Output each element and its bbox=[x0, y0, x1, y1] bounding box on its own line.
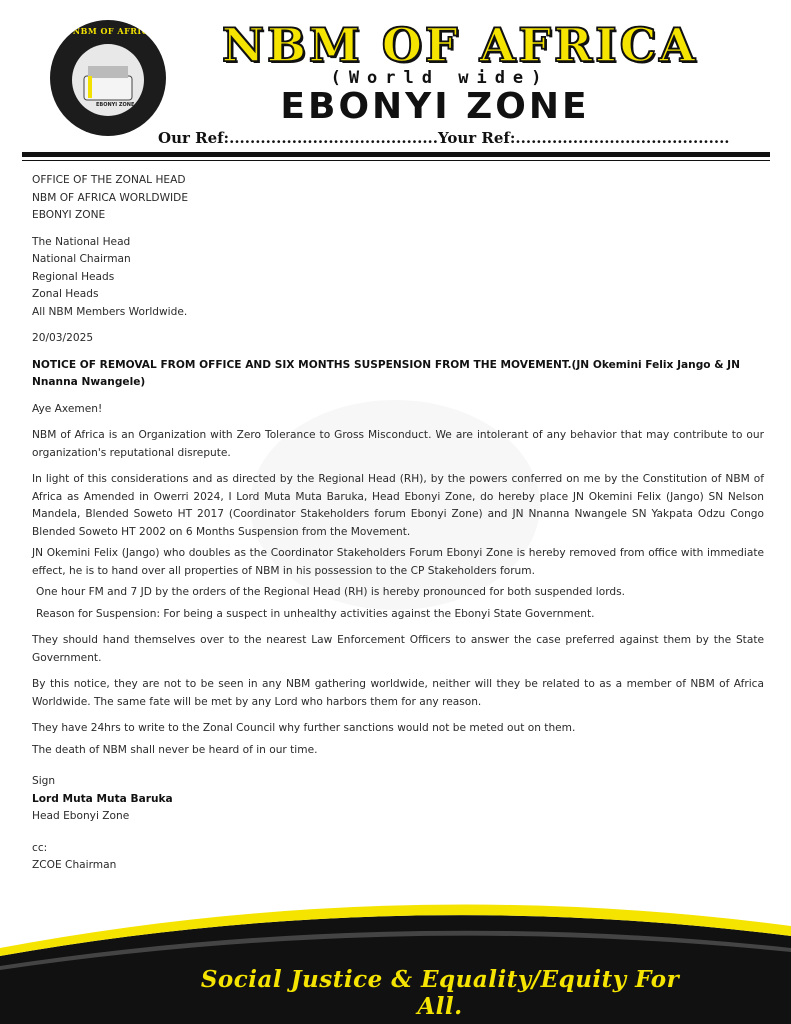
nbm-logo bbox=[50, 20, 166, 136]
header-rule-thin bbox=[22, 160, 770, 161]
footer-slogan: Social Justice & Equality/Equity For All. bbox=[200, 966, 680, 1020]
organization-title: NBM OF AFRICA bbox=[222, 18, 698, 72]
nbm-emblem-icon bbox=[50, 20, 166, 136]
cc-label: cc: bbox=[32, 841, 48, 854]
letterhead bbox=[0, 0, 791, 160]
sender-line: NBM OF AFRICA WORLDWIDE bbox=[32, 191, 189, 204]
cc-recipient: ZCOE Chairman bbox=[32, 859, 117, 871]
signature-block bbox=[32, 773, 764, 826]
paragraph: They have 24hrs to write to the Zonal Council why further sanctions would not be meted out on them. bbox=[32, 722, 576, 734]
sender-line: OFFICE OF THE ZONAL HEAD bbox=[32, 174, 186, 186]
zone-title: EBONYI ZONE bbox=[280, 86, 590, 127]
recipient-line: All NBM Members Worldwide. bbox=[32, 305, 188, 318]
logo-zone-text: EBONYI ZONE bbox=[96, 102, 135, 108]
paragraph: The death of NBM shall never be heard of in our time. bbox=[32, 743, 318, 756]
logo-text: NBM OF AFRICA bbox=[72, 26, 156, 36]
paragraph: NBM of Africa is an Organization with Zero Tolerance to Gross Misconduct. We are intolerant of any behavior that may contribute to our organization's reputational disrepute. bbox=[32, 429, 764, 459]
signatory-title: Head Ebonyi Zone bbox=[32, 810, 130, 822]
sign-label: Sign bbox=[32, 775, 56, 787]
paragraph: By this notice, they are not to be seen in any NBM gathering worldwide, neither will they be related to as a member of NBM of Africa Worldwide. The same fate will be met by any Lord who harbors them for any reason. bbox=[32, 678, 764, 708]
recipient-line: Zonal Heads bbox=[32, 288, 99, 300]
recipient-line: The National Head bbox=[32, 235, 131, 248]
reference-line: Our Ref:........................................Your Ref:......................................... bbox=[158, 129, 730, 147]
greeting: Aye Axemen! bbox=[32, 402, 103, 415]
recipient-list bbox=[32, 234, 764, 322]
recipient-line: National Chairman bbox=[32, 253, 131, 265]
paragraph: In light of this considerations and as directed by the Regional Head (RH), by the powers conferred on me by the Constitution of NBM of Africa as Amended in Owerri 2024, I Lord Muta Muta Baruka, Head Ebonyi Zone, do hereby place JN Okemini Felix (Jango) SN Nelson Mandela, Blended Soweto HT 2017 (Coordinator Stakeholders forum Ebonyi Zone) and JN Nnanna Nwangele SN Yakpata Odzu Congo Blended Soweto HT 2002 on 6 Months Suspension from the Movement. bbox=[32, 473, 764, 538]
recipient-line: Regional Heads bbox=[32, 270, 115, 283]
sender-line: EBONYI ZONE bbox=[32, 209, 106, 221]
paragraph: They should hand themselves over to the nearest Law Enforcement Officers to answer the case preferred against them by the State Government. bbox=[32, 634, 764, 664]
letter-footer bbox=[0, 896, 791, 1024]
header-rule-thick bbox=[22, 152, 770, 157]
signatory-name: Lord Muta Muta Baruka bbox=[32, 792, 173, 805]
organization-subtitle: (World wide) bbox=[330, 68, 550, 88]
paragraph: Reason for Suspension: For being a suspect in unhealthy activities against the Ebonyi State Government. bbox=[36, 607, 595, 620]
notice-subject: NOTICE OF REMOVAL FROM OFFICE AND SIX MONTHS SUSPENSION FROM THE MOVEMENT.(JN Okemini Felix Jango & JN Nnanna Nwangele) bbox=[32, 358, 740, 388]
paragraph: JN Okemini Felix (Jango) who doubles as the Coordinator Stakeholders Forum Ebonyi Zone is hereby removed from office with immediate effect, he is to hand over all properties of NBM in his possession to the CP Stakeholders forum. bbox=[32, 547, 764, 577]
letter-date: 20/03/2025 bbox=[32, 332, 94, 344]
paragraph: One hour FM and 7 JD by the orders of the Regional Head (RH) is hereby pronounced for both suspended lords. bbox=[36, 586, 625, 598]
sender-address bbox=[32, 172, 764, 225]
cc-block bbox=[32, 840, 764, 875]
letter-body bbox=[32, 172, 764, 884]
